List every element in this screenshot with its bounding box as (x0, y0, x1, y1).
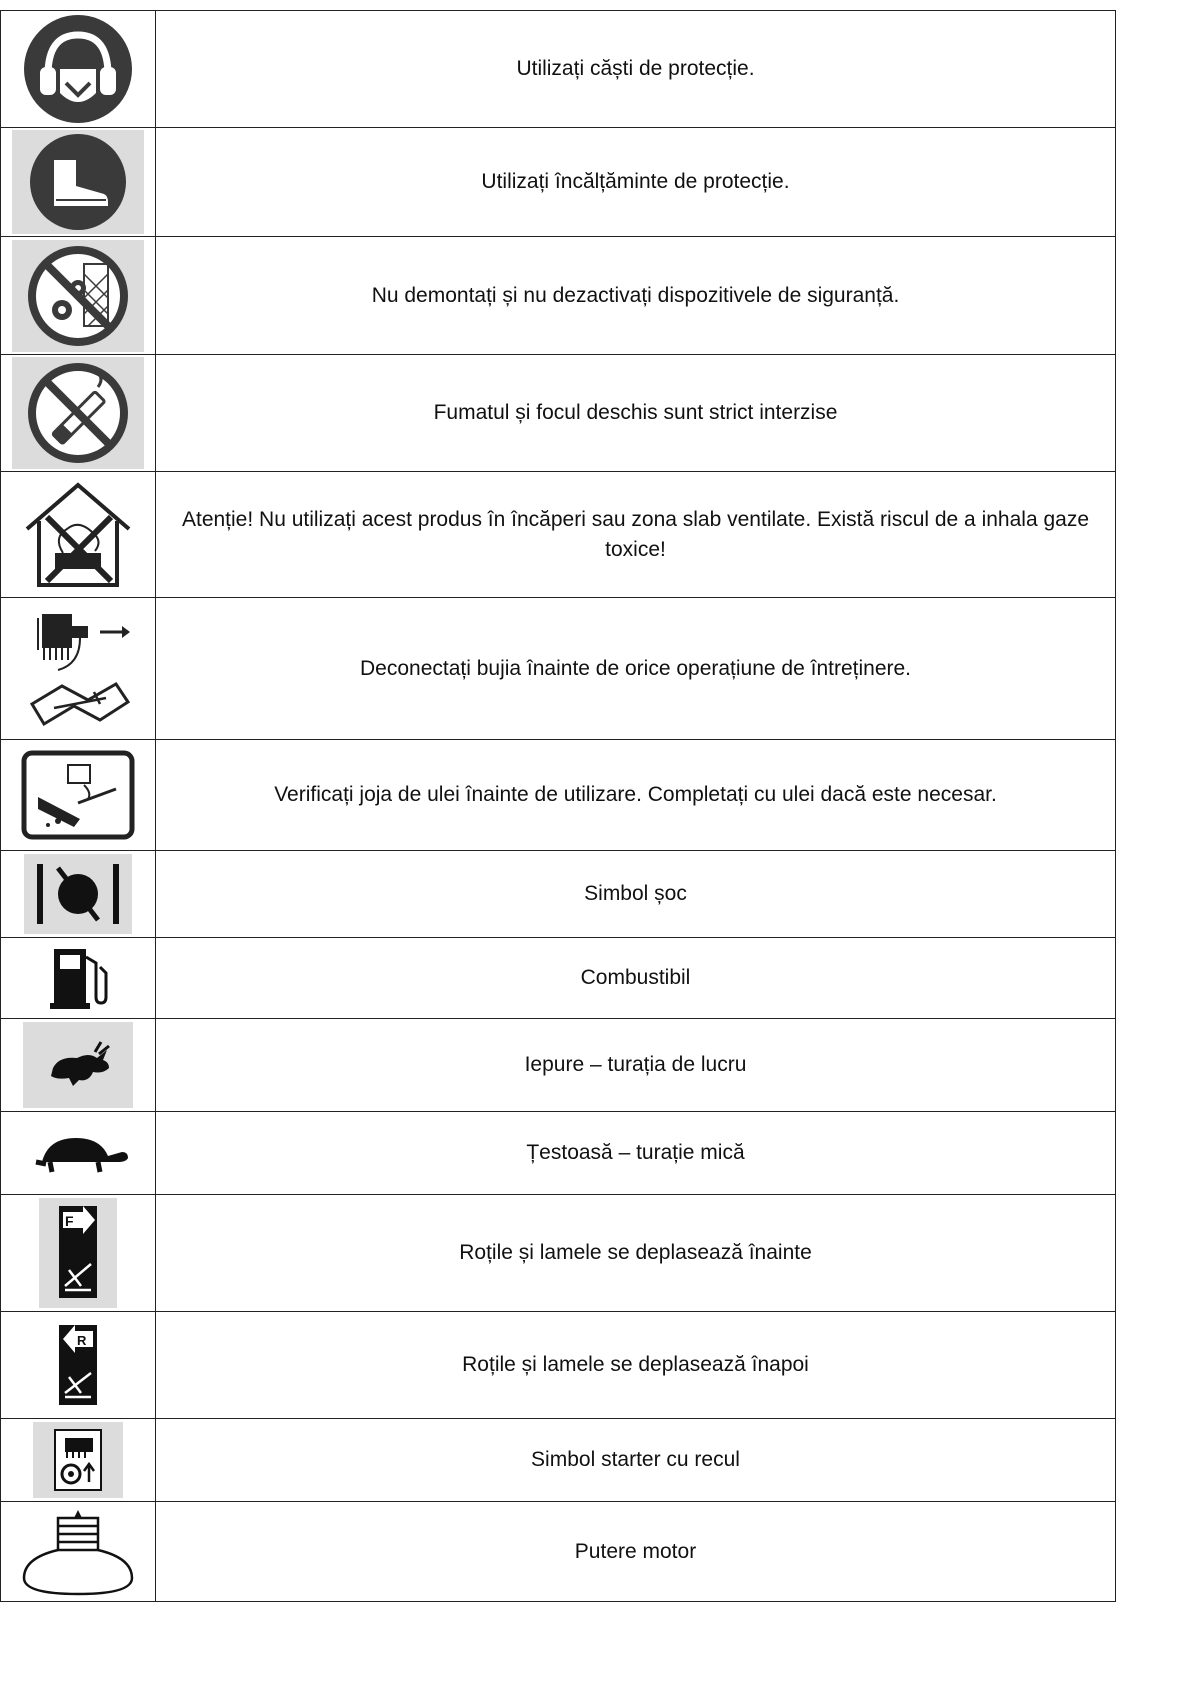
icon-cell (1, 740, 156, 851)
choke-icon (24, 854, 132, 934)
row-text: Combustibil (156, 938, 1116, 1019)
icon-cell (1, 1195, 156, 1312)
engine-power-icon (18, 1506, 138, 1598)
table-row (1, 1419, 1116, 1502)
table-row (1, 11, 1116, 128)
table-row (1, 472, 1116, 598)
icon-cell (1, 128, 156, 237)
icon-cell (1, 851, 156, 938)
table-row (1, 851, 1116, 938)
table-row (1, 1019, 1116, 1112)
recoil-starter-icon (33, 1422, 123, 1498)
icon-cell (1, 1112, 156, 1195)
table-row (1, 1502, 1116, 1602)
ear-protection-icon (22, 13, 134, 125)
icon-cell (1, 1502, 156, 1602)
table-row (1, 1312, 1116, 1419)
safety-boot-icon (12, 130, 144, 234)
table-row (1, 128, 1116, 237)
no-indoor-use-icon (13, 477, 143, 593)
row-text: Iepure – turația de lucru (156, 1019, 1116, 1112)
no-remove-safety-devices-icon (12, 240, 144, 352)
row-text: Deconectați bujia înainte de orice operațiune de întreținere. (156, 598, 1116, 740)
safety-symbols-table (0, 10, 1116, 1602)
row-text: Fumatul și focul deschis sunt strict interzise (156, 355, 1116, 472)
table-row (1, 1195, 1116, 1312)
icon-cell (1, 11, 156, 128)
row-text: Simbol șoc (156, 851, 1116, 938)
table-row (1, 938, 1116, 1019)
rabbit-icon (23, 1022, 133, 1108)
icon-cell (1, 938, 156, 1019)
icon-cell (1, 598, 156, 740)
no-smoking-icon (12, 357, 144, 469)
reverse-icon (53, 1321, 103, 1409)
table-row (1, 1112, 1116, 1195)
icon-cell (1, 472, 156, 598)
svg-text:F: F (65, 1213, 74, 1229)
table-row (1, 598, 1116, 740)
row-text: Roțile și lamele se deplasează înapoi (156, 1312, 1116, 1419)
forward-icon (39, 1198, 117, 1308)
row-text: Nu demontați și nu dezactivați dispozitivele de siguranță. (156, 237, 1116, 355)
svg-text:R: R (77, 1333, 87, 1348)
row-text: Simbol starter cu recul (156, 1419, 1116, 1502)
icon-cell (1, 1419, 156, 1502)
table-row (1, 237, 1116, 355)
icon-cell (1, 237, 156, 355)
row-text: Putere motor (156, 1502, 1116, 1602)
disconnect-spark-plug-icon (18, 604, 138, 734)
row-text: Utilizați încălțăminte de protecție. (156, 128, 1116, 237)
row-text: Țestoasă – turație mică (156, 1112, 1116, 1195)
check-oil-icon (18, 747, 138, 843)
icon-cell (1, 355, 156, 472)
table-row (1, 740, 1116, 851)
row-text: Atenție! Nu utilizați acest produs în încăperi sau zona slab ventilate. Există riscul de a inhala gaze toxice! (156, 472, 1116, 598)
table-row (1, 355, 1116, 472)
row-text: Roțile și lamele se deplasează înainte (156, 1195, 1116, 1312)
icon-cell (1, 1019, 156, 1112)
fuel-pump-icon (46, 943, 110, 1013)
icon-cell (1, 1312, 156, 1419)
row-text: Utilizați căști de protecție. (156, 11, 1116, 128)
turtle-icon (22, 1128, 134, 1178)
row-text: Verificați joja de ulei înainte de utilizare. Completați cu ulei dacă este necesar. (156, 740, 1116, 851)
